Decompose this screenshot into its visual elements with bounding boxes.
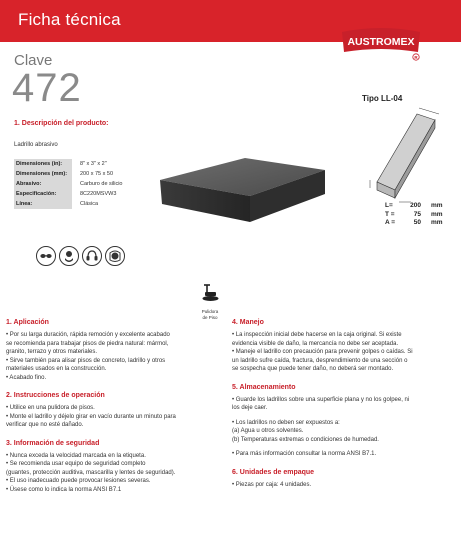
logo-text: AUSTROMEX bbox=[347, 36, 415, 48]
eye-protection-icon bbox=[36, 246, 56, 266]
polisher-label-1: Pulidora bbox=[201, 309, 219, 314]
dimension-letter: T = bbox=[385, 210, 395, 218]
section-line: • Guarde los ladrillos sobre una superficie plana y no los golpee, ni bbox=[232, 396, 410, 403]
section-line: • Por su larga duración, rápida remoción y excelente acabado bbox=[6, 332, 170, 338]
dimension-unit: mm bbox=[431, 210, 443, 218]
right-column bbox=[232, 319, 452, 489]
spec-row bbox=[14, 169, 164, 179]
description-heading: 1. Descripción del producto: bbox=[14, 120, 109, 127]
dimension-row bbox=[385, 211, 443, 220]
polisher-label-2: de Piso bbox=[202, 315, 218, 320]
clave-label: Clave bbox=[14, 52, 53, 69]
safety-icons bbox=[36, 246, 125, 266]
spec-row bbox=[14, 159, 164, 169]
section bbox=[232, 469, 452, 490]
section-line: granito, terrazo y otros materiales. bbox=[6, 349, 98, 355]
section-heading: 2. Instrucciones de operación bbox=[6, 392, 105, 399]
section-line: • Se recomienda usar equipo de seguridad completo bbox=[6, 461, 146, 467]
section-heading: 4. Manejo bbox=[232, 319, 264, 326]
spec-value: 8" x 3" x 2" bbox=[80, 160, 107, 167]
section-heading: 3. Información de seguridad bbox=[6, 439, 100, 447]
section-line: • Acabado fino. bbox=[6, 374, 47, 381]
section-line: • Nunca exceda la velocidad marcada en la etiqueta. bbox=[6, 452, 146, 459]
ear-protection-icon bbox=[82, 246, 102, 266]
face-mask-icon bbox=[59, 246, 79, 266]
section-line: (guantes, protección auditiva, mascarilla y lentes de seguridad). bbox=[6, 469, 176, 476]
austromex-logo bbox=[338, 26, 424, 62]
section-heading: 1. Aplicación bbox=[6, 319, 49, 326]
section-line: • Los ladrillos no deben ser expuestos a: bbox=[232, 419, 340, 426]
diagram-type-label: Tipo LL-04 bbox=[362, 94, 403, 103]
spec-value: Carburo de silicio bbox=[80, 180, 123, 187]
dimension-row bbox=[385, 202, 443, 211]
spec-row bbox=[14, 179, 164, 189]
clave-number: 472 bbox=[12, 66, 82, 110]
section bbox=[6, 392, 226, 430]
spec-row bbox=[14, 189, 164, 199]
dimension-list bbox=[385, 202, 443, 228]
spec-key: Dimensiones (in): bbox=[14, 159, 72, 169]
description-text: Ladrillo abrasivo bbox=[14, 142, 58, 148]
dimension-letter: A = bbox=[385, 219, 396, 226]
section-line: • Sirve también para alisar pisos de concreto, ladrillo y otros bbox=[6, 357, 166, 364]
section-line: (b) Temperaturas extremas o condiciones de humedad. bbox=[232, 436, 379, 443]
section-line: evidencia visible de daño, la mercancía no debe ser aceptada. bbox=[232, 340, 399, 347]
section-line: • La inspección inicial debe hacerse en la caja original. Si existe bbox=[232, 332, 402, 338]
spec-key: Dimensiones (mm): bbox=[14, 169, 72, 179]
section-heading: 6. Unidades de empaque bbox=[232, 468, 315, 476]
section-line: • Utilice en una pulidora de pisos. bbox=[6, 405, 95, 411]
section-line: verificar que no esté dañado. bbox=[6, 422, 84, 428]
svg-text:R: R bbox=[414, 55, 418, 60]
section-line: materiales usados en la construcción. bbox=[6, 366, 107, 372]
dimension-letter: L= bbox=[385, 202, 393, 209]
section-line: • Monte el ladrillo y déjelo girar en vacío durante un minuto para bbox=[6, 413, 176, 420]
face-shield-icon bbox=[105, 246, 125, 266]
section-line: un ladrillo sufre caída, fractura, desprendimiento de una sección o bbox=[232, 357, 408, 364]
spec-key: Abrasivo: bbox=[14, 179, 72, 189]
page-title: Ficha técnica bbox=[18, 10, 121, 29]
spec-table bbox=[14, 159, 164, 209]
spec-value: 8C220MSVW3 bbox=[80, 190, 117, 197]
spec-key: Línea: bbox=[14, 199, 72, 209]
section-line: • El uso inadecuado puede provocar lesiones severas. bbox=[6, 478, 151, 484]
spec-key: Especificación: bbox=[14, 189, 72, 199]
brick-image bbox=[150, 140, 330, 226]
section bbox=[232, 319, 452, 374]
section-line: • Maneje el ladrillo con precaución para prevenir golpes o caídas. Si bbox=[232, 349, 413, 355]
floor-polisher-icon bbox=[199, 283, 221, 303]
dimension-value: 75 bbox=[413, 210, 421, 218]
floor-polisher bbox=[195, 283, 225, 320]
section-line: los deje caer. bbox=[232, 405, 268, 411]
section-line: se sospecha que puede tener daño, no deberá ser montado. bbox=[232, 366, 394, 372]
section-line: • Piezas por caja: 4 unidades. bbox=[232, 481, 312, 488]
section-line: (a) Agua u otros solventes. bbox=[232, 428, 304, 434]
section-line: • Para más información consultar la norma ANSI B7.1. bbox=[232, 451, 377, 457]
section-line: • Úsese como lo indica la norma ANSI B7.1 bbox=[6, 486, 122, 493]
section bbox=[6, 440, 226, 495]
spec-value: Clásica bbox=[80, 200, 99, 207]
dimension-unit: mm bbox=[431, 219, 443, 226]
dimension-value: 50 bbox=[413, 219, 421, 226]
dimension-row bbox=[385, 219, 443, 228]
left-column bbox=[6, 319, 226, 494]
spec-value: 200 x 75 x 50 bbox=[80, 170, 114, 177]
section-heading: 5. Almacenamiento bbox=[232, 383, 296, 391]
section bbox=[6, 319, 226, 382]
dimension-value: 200 bbox=[410, 202, 421, 209]
section bbox=[232, 384, 452, 459]
section-line: se recomienda para trabajar pisos de piedra natural: mármol, bbox=[6, 340, 169, 347]
spec-row bbox=[14, 199, 164, 209]
dimension-unit: mm bbox=[431, 202, 443, 209]
